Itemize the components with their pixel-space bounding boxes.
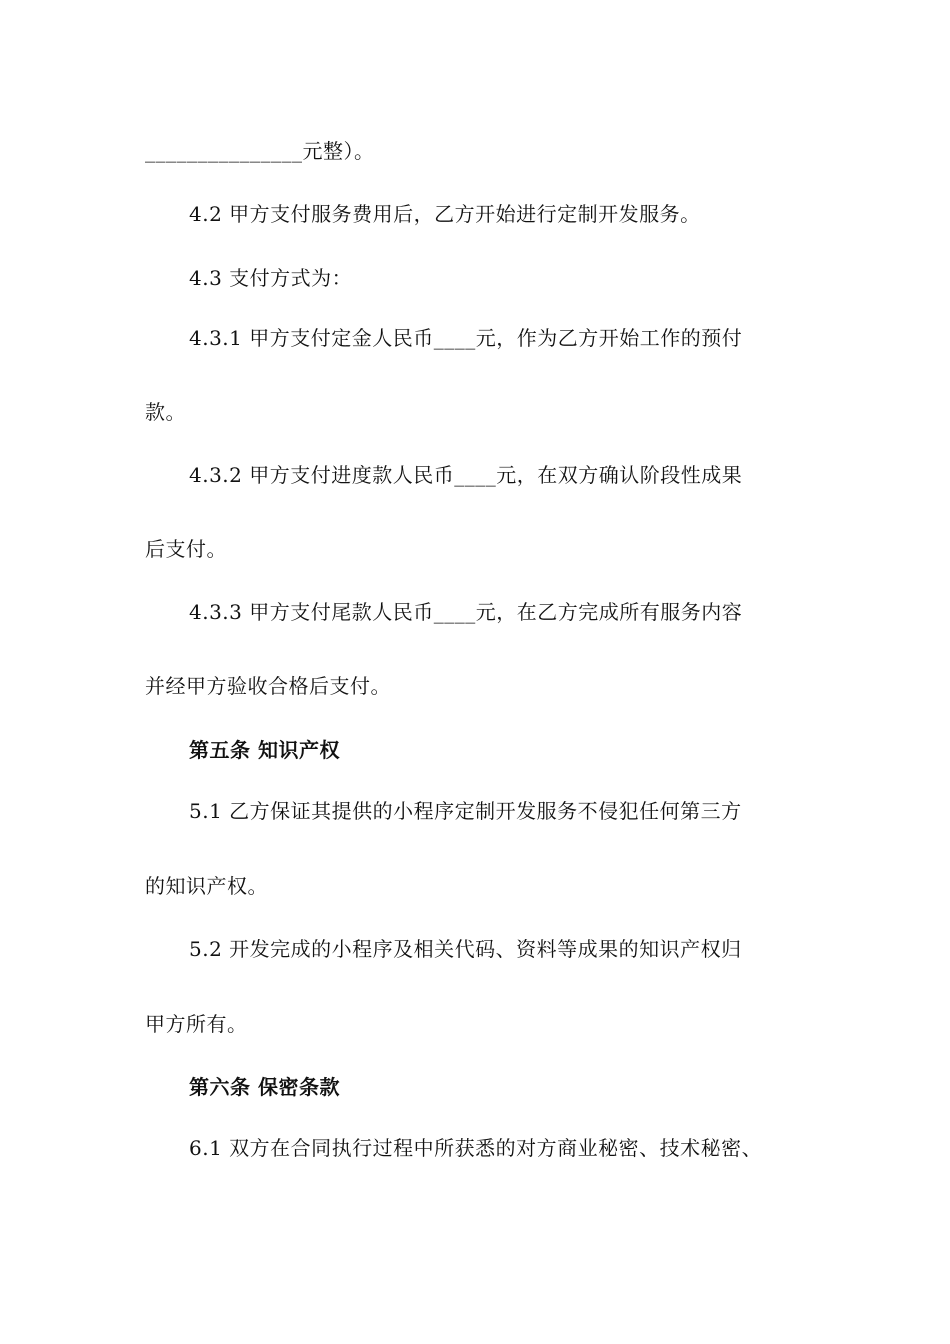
text-line: 并经甲方验收合格后支付。 [145,674,391,698]
text-line: 后支付。 [145,537,227,561]
section-heading: 第五条 知识产权 [189,738,340,762]
text-line: 的知识产权。 [145,874,268,898]
text-line: 4.3 支付方式为： [189,266,353,290]
text-line: 款。 [145,400,186,424]
text-line: 4.3.3 甲方支付尾款人民币____元，在乙方完成所有服务内容 [189,600,743,624]
text-line: 4.2 甲方支付服务费用后，乙方开始进行定制开发服务。 [189,202,701,226]
section-heading: 第六条 保密条款 [189,1075,340,1099]
text-line: _______________元整）。 [145,139,375,163]
text-line: 4.3.2 甲方支付进度款人民币____元，在双方确认阶段性成果 [189,463,743,487]
text-line: 5.2 开发完成的小程序及相关代码、资料等成果的知识产权归 [189,937,742,961]
text-line: 5.1 乙方保证其提供的小程序定制开发服务不侵犯任何第三方 [189,799,742,823]
text-line: 6.1 双方在合同执行过程中所获悉的对方商业秘密、技术秘密、 [189,1136,763,1160]
text-line: 甲方所有。 [145,1012,248,1036]
text-line: 4.3.1 甲方支付定金人民币____元，作为乙方开始工作的预付 [189,326,743,350]
